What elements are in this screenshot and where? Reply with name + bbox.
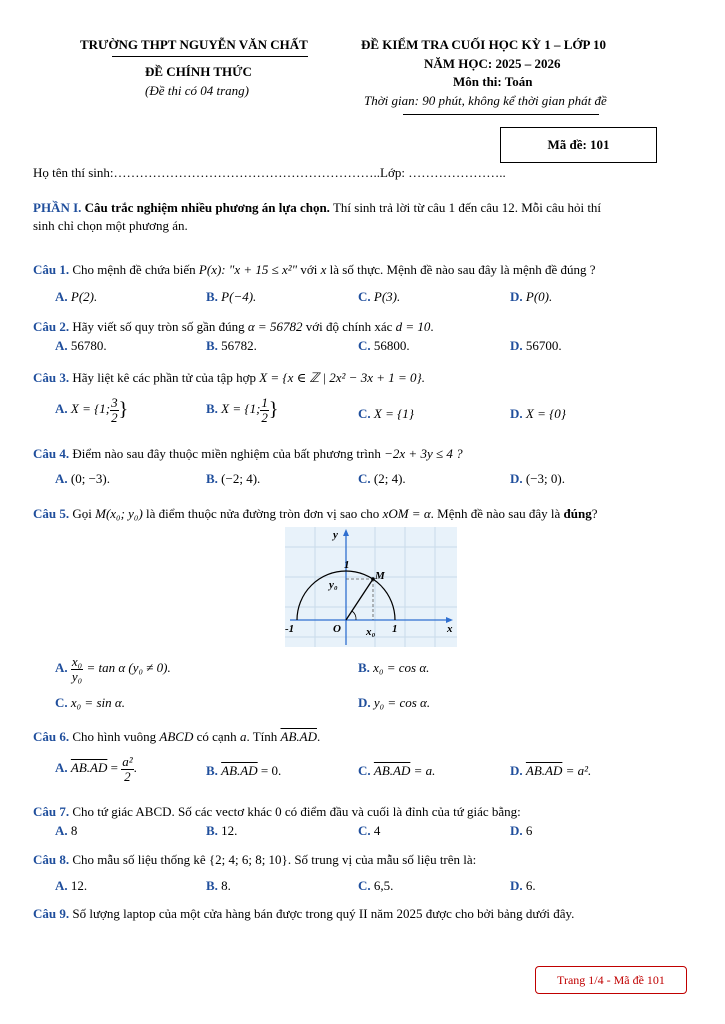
q4-text: Điểm nào sau đây thuộc miền nghiệm của bất phương trình [72, 446, 381, 461]
q2-option-c[interactable]: C. 56800. [358, 338, 410, 353]
q1-option-d[interactable]: D. P(0). [510, 289, 553, 304]
q5-point: M(x₀; y₀) [95, 506, 143, 521]
q4-option-c[interactable]: C. (2; 4). [358, 471, 406, 486]
q8-text-a: Cho mẫu số liệu thống kê [72, 852, 206, 867]
q8-option-d[interactable]: D. 6. [510, 878, 536, 893]
question-9 [33, 906, 574, 922]
q6-text-b: có cạnh [196, 729, 237, 744]
q6-option-d[interactable]: D. AB.AD = a². [510, 763, 592, 778]
q1-label: Câu 1. [33, 262, 70, 277]
fig-origin: O [333, 623, 341, 635]
q5-text-a: Gọi [72, 506, 92, 521]
q1-option-a[interactable]: A. P(2). [55, 289, 98, 304]
question-3 [33, 370, 425, 386]
q2-text-a: Hãy viết số quy tròn số gần đúng [72, 319, 245, 334]
q6-text-c: . Tính [246, 729, 278, 744]
q1-option-b[interactable]: B. P(−4). [206, 289, 257, 304]
q7-label: Câu 7. [33, 804, 70, 819]
q3-option-a[interactable]: A. X = {1; $\frac{3}{2}$ } [55, 395, 129, 425]
q2-text-b: với độ chính xác [305, 319, 393, 334]
q2-alpha: α = 56782 [247, 319, 303, 334]
q6-text-a: Cho hình vuông [72, 729, 157, 744]
q7-option-a[interactable]: A. 8 [55, 823, 78, 838]
unit-circle-figure [285, 527, 457, 647]
q7-text: Cho tứ giác ABCD. Số các vectơ khác 0 có điểm đầu và cuối là đỉnh của tứ giác bằng: [72, 804, 521, 819]
q6-label: Câu 6. [33, 729, 70, 744]
part1-title: PHẦN I. [33, 200, 82, 215]
fig-y-label: y [333, 529, 338, 541]
q3-option-c[interactable]: C. X = {1} [358, 406, 415, 421]
q6-option-a[interactable]: A. AB.AD = $\frac{\text{a²}}{2}$ . [55, 754, 137, 784]
q4-option-a[interactable]: A. (0; −3). [55, 471, 110, 486]
q6-side: a [239, 729, 247, 744]
q8-option-c[interactable]: C. 6,5. [358, 878, 394, 893]
q1-var: x [320, 262, 327, 277]
exam-time: Thời gian: 90 phút, không kể thời gian phát đề [364, 93, 607, 108]
q4-inequality: −2x + 3y ≤ 4 ? [384, 446, 463, 461]
q3-option-d[interactable]: D. X = {0} [510, 406, 567, 421]
subject: Môn thi: Toán [453, 74, 533, 89]
official-label: ĐỀ CHÍNH THỨC [145, 64, 252, 79]
school-year: NĂM HỌC: 2025 – 2026 [424, 56, 561, 71]
q5-option-b[interactable]: B. x₀ = cos α. [358, 660, 430, 675]
q2-option-a[interactable]: A. 56780. [55, 338, 107, 353]
q3-label: Câu 3. [33, 370, 70, 385]
question-5: Câu 5. Gọi M(x₀; y₀) là điểm thuộc nửa đường tròn đơn vị sao cho xOM = α. Mệnh đề nào sau đây là đúng? [33, 506, 598, 521]
q1-predicate: P(x): "x + 15 ≤ x²" [198, 262, 298, 277]
fig-m-label: M [375, 570, 385, 582]
q5-option-d[interactable]: D. y₀ = cos α. [358, 695, 431, 710]
q2-d: d = 10 [395, 319, 431, 334]
page-footer: Trang 1/4 - Mã đề 101 [535, 966, 687, 994]
question-1 [33, 262, 596, 278]
q2-option-d[interactable]: D. 56700. [510, 338, 562, 353]
q7-option-c[interactable]: C. 4 [358, 823, 381, 838]
q8-set: {2; 4; 6; 8; 10} [208, 852, 288, 867]
q9-text: Số lượng laptop của một cửa hàng bán được trong quý II năm 2025 được cho bởi bảng dưới đây. [72, 906, 575, 921]
student-info-line: Họ tên thí sinh:……………………………………………………..Lớp: ………………….. [33, 165, 506, 180]
q2-option-b[interactable]: B. 56782. [206, 338, 257, 353]
q5-option-a[interactable]: A. $\frac{\text{x₀}}{\text{y₀}}$ = tan α (y₀ ≠ 0). [55, 654, 171, 684]
question-6: Câu 6. Cho hình vuông ABCD có cạnh a. Tính AB.AD. [33, 729, 321, 744]
q7-option-b[interactable]: B. 12. [206, 823, 238, 838]
q2-label: Câu 2. [33, 319, 70, 334]
q5-text-b: là điểm thuộc nửa đường tròn đơn vị sao cho [146, 506, 380, 521]
q4-label: Câu 4. [33, 446, 70, 461]
q8-option-b[interactable]: B. 8. [206, 878, 231, 893]
question-2: Câu 2. Hãy viết số quy tròn số gần đúng α = 56782 với độ chính xác d = 10. [33, 319, 434, 334]
q6-vector: AB.AD [280, 729, 317, 744]
q5-emphasis: đúng [563, 506, 592, 521]
exam-code: Mã đề: 101 [547, 137, 610, 152]
q5-angle: xOM = α [382, 506, 431, 521]
q6-option-b[interactable]: B. AB.AD = 0. [206, 763, 282, 778]
q3-text: Hãy liệt kê các phần tử của tập hợp [72, 370, 256, 385]
fig-neg1: -1 [285, 623, 295, 635]
q1-option-c[interactable]: C. P(3). [358, 289, 401, 304]
q1-text-c: là số thực. Mệnh đề nào sau đây là mệnh đề đúng ? [329, 262, 596, 277]
fig-y0: y₀ [329, 579, 338, 591]
q1-text-a: Cho mệnh đề chứa biến [72, 262, 196, 277]
question-4 [33, 446, 463, 462]
part1-heading: Câu trắc nghiệm nhiều phương án lựa chọn. [84, 200, 330, 215]
exam-title: ĐỀ KIỂM TRA CUỐI HỌC KỲ 1 – LỚP 10 [361, 37, 606, 52]
fig-one-x: 1 [392, 623, 398, 635]
time-underline [403, 114, 599, 115]
page-count: (Đề thi có 04 trang) [145, 83, 249, 98]
part1-line1 [33, 200, 601, 216]
q4-option-d[interactable]: D. (−3; 0). [510, 471, 565, 486]
q5-option-c[interactable]: C. x₀ = sin α. [55, 695, 125, 710]
q5-label: Câu 5. [33, 506, 70, 521]
question-8 [33, 852, 476, 868]
q3-set: X = {x ∈ ℤ | 2x² − 3x + 1 = 0}. [259, 370, 425, 385]
school-underline [112, 56, 308, 57]
q6-option-c[interactable]: C. AB.AD = a. [358, 763, 436, 778]
q8-label: Câu 8. [33, 852, 70, 867]
fig-x0: x₀ [366, 626, 376, 638]
q6-square: ABCD [159, 729, 194, 744]
q1-text-b: với [300, 262, 318, 277]
exam-code-box [500, 127, 657, 163]
fig-one-y: 1 [344, 559, 350, 571]
q8-text-b: . Số trung vị của mẫu số liệu trên là: [287, 852, 477, 867]
q8-option-a[interactable]: A. 12. [55, 878, 88, 893]
part1-line2: sinh chỉ chọn một phương án. [33, 218, 188, 233]
q9-label: Câu 9. [33, 906, 70, 921]
q7-option-d[interactable]: D. 6 [510, 823, 533, 838]
school-name: TRƯỜNG THPT NGUYỄN VĂN CHẤT [80, 37, 308, 52]
fig-x-label: x [447, 623, 453, 635]
part1-text1: Thí sinh trả lời từ câu 1 đến câu 12. Mỗi câu hỏi thí [332, 200, 602, 215]
q5-text-c: . Mệnh đề nào sau đây là [430, 506, 561, 521]
q4-option-b[interactable]: B. (−2; 4). [206, 471, 261, 486]
question-7 [33, 804, 521, 820]
q3-option-b[interactable]: B. X = {1; $\frac{1}{2}$ } [206, 395, 279, 425]
